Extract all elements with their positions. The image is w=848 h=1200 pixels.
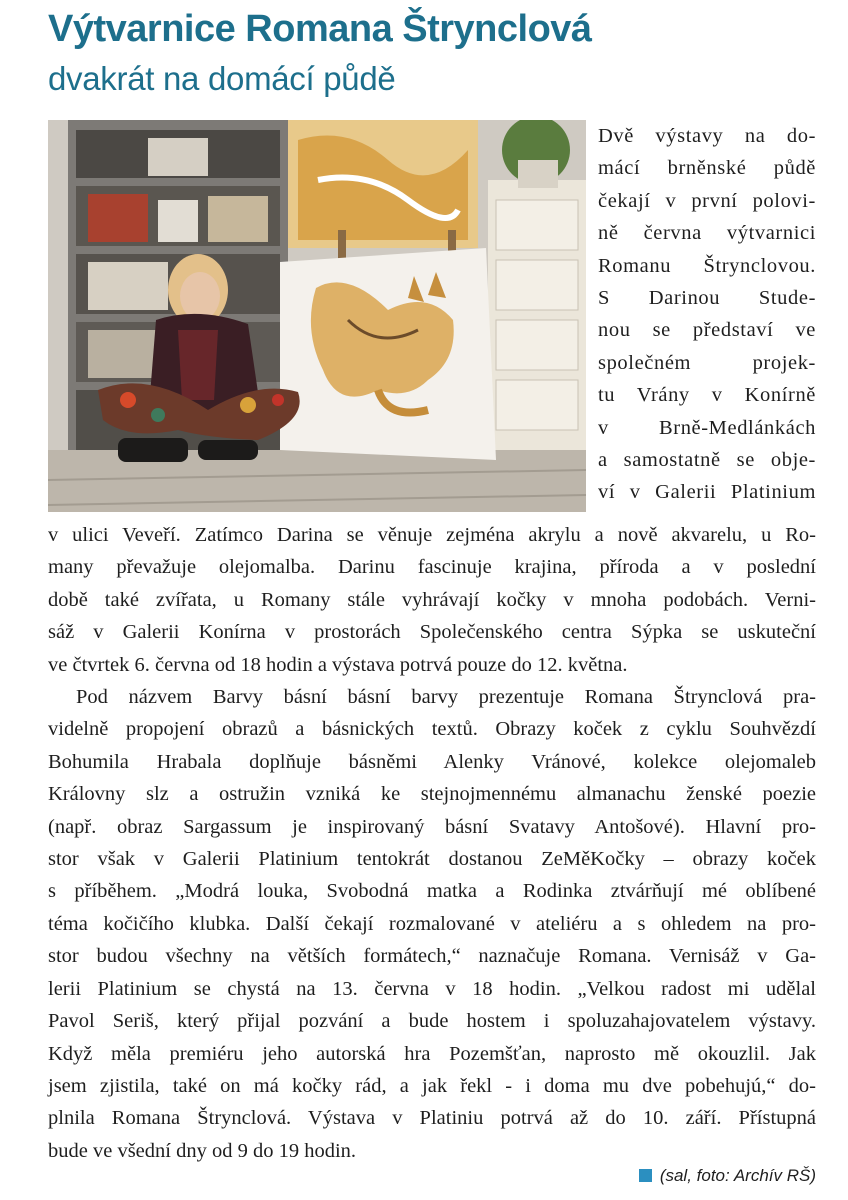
- body-text-full-width: [48, 519, 816, 1167]
- text-line: ví v Galerii Platinium: [598, 481, 816, 504]
- text-line: many převažuje olejomalba. Darinu fascinuje krajina, příroda a v poslední: [48, 556, 816, 579]
- article-subtitle: dvakrát na domácí půdě: [48, 60, 396, 97]
- body-text-right-column: [598, 120, 816, 509]
- text-line: (např. obraz Sargassum je inspirovaný básní Svatavy Antošové). Hlavní pro-: [48, 815, 816, 838]
- text-line: nou se představí ve: [598, 319, 816, 342]
- text-line: lerii Platinium se chystá na 13. června v 18 hodin. „Velkou radost mi udělal: [48, 977, 816, 1000]
- text-line: ve čtvrtek 6. června od 18 hodin a výstava potrvá pouze do 12. května.: [48, 653, 628, 676]
- text-line: v Brně-Medlánkách: [598, 416, 816, 439]
- text-line: době také zvířata, u Romany stále vyhrávají kočky v mnoha podobách. Verni-: [48, 588, 816, 611]
- square-bullet-icon: [639, 1169, 652, 1182]
- article-photo: [48, 120, 586, 512]
- photo-illustration: [48, 120, 586, 512]
- text-line: a samostatně se obje-: [598, 449, 816, 472]
- text-line: stor však v Galerii Platinium tentokrát dostanou ZeMěKočky – obrazy koček: [48, 848, 816, 871]
- article-title: Výtvarnice Romana Štrynclová: [48, 8, 592, 50]
- text-line: S Darinou Stude-: [598, 287, 816, 310]
- text-line: bude ve všední dny od 9 do 19 hodin.: [48, 1139, 357, 1162]
- paragraph-start: Pod názvem Barvy básní básní barvy prezentuje Romana Štrynclová pra-: [76, 686, 816, 709]
- text-line: Královny slz a ostružin vzniká ke stejnojmennému almanachu ženské poezie: [48, 783, 816, 806]
- text-line: Když měla premiéru jeho autorská hra Pozemšťan, naprosto mě okouzlil. Jak: [48, 1042, 816, 1065]
- text-line: tu Vrány v Konírně: [598, 384, 816, 407]
- text-line: v ulici Veveří. Zatímco Darina se věnuje zejména akrylu a nově akvarelu, u Ro-: [48, 524, 816, 546]
- text-line: stor budou všechny na větších formátech,“ naznačuje Romana. Vernisáž v Ga-: [48, 945, 816, 968]
- text-line: čekají v první polovi-: [598, 189, 816, 212]
- text-line: mácí brněnské půdě: [598, 157, 816, 180]
- text-line: plnila Romana Štrynclová. Výstava v Platiniu potrvá až do 10. září. Přístupná: [48, 1107, 816, 1130]
- credit-text: (sal, foto: Archív RŠ): [659, 1166, 816, 1185]
- text-line: společném projek-: [598, 351, 816, 374]
- text-line: sáž v Galerii Konírna v prostorách Společenského centra Sýpka se uskuteční: [48, 621, 816, 644]
- text-line: Dvě výstavy na do-: [598, 125, 816, 147]
- text-line: ně června výtvarnici: [598, 222, 816, 245]
- text-line: téma kočičího klubka. Další čekají rozmalované v ateliéru a s ohledem na pro-: [48, 912, 816, 935]
- text-line: Bohumila Hrabala doplňuje básněmi Alenky Vránové, kolekce olejomaleb: [48, 750, 816, 773]
- text-line: Romanu Štrynclovou.: [598, 254, 816, 277]
- photo-credit: [639, 1166, 816, 1186]
- text-line: Pavol Seriš, který přijal pozvání a bude hostem i spoluzahajovatelem výstavy.: [48, 1010, 816, 1033]
- text-line: videlně propojení obrazů a básnických textů. Obrazy koček z cyklu Souhvězdí: [48, 718, 816, 741]
- text-line: s příběhem. „Modrá louka, Svobodná matka a Rodinka ztvárňují mé oblíbené: [48, 880, 816, 903]
- text-line: jsem zjistila, také on má kočky rád, a jak řekl - i doma mu dve pobehujú,“ do-: [48, 1074, 816, 1097]
